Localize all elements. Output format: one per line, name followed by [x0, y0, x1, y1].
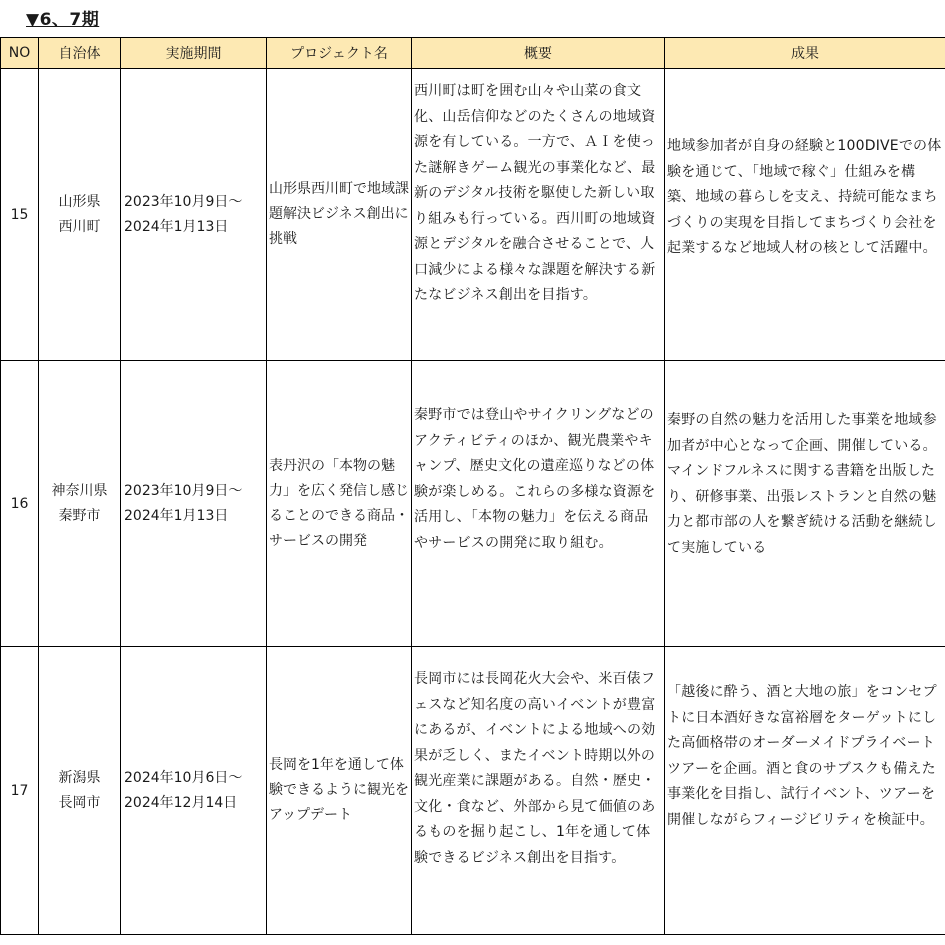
row-period [121, 647, 267, 935]
row-project: 表丹沢の「本物の魅力」を広く発信し感じることのできる商品・サービスの開発 [267, 361, 412, 647]
row-municipality [39, 69, 121, 361]
row-municipality [39, 361, 121, 647]
table-row [1, 69, 945, 361]
row-period [121, 69, 267, 361]
project-table [0, 37, 945, 935]
period-end: 2024年12月14日 [124, 794, 238, 811]
table-row [1, 647, 945, 935]
row-no: 16 [1, 361, 39, 647]
col-header-project: プロジェクト名 [267, 38, 412, 69]
row-project: 山形県西川町で地域課題解決ビジネス創出に挑戦 [267, 69, 412, 361]
period-end: 2024年1月13日 [124, 507, 229, 524]
row-result: 「越後に酔う、酒と大地の旅」をコンセプトに日本酒好きな富裕層をターゲットにした高価格帯のオーダーメイドプライベートツアーを企画。酒と食のサブスクも備えた事業化を目指し、試行イベント、ツアーを開催しながらフィージビリティを検証中。 [665, 647, 945, 935]
row-no: 15 [1, 69, 39, 361]
col-header-municipality: 自治体 [39, 38, 121, 69]
col-header-result: 成果 [665, 38, 945, 69]
col-header-no: NO [1, 38, 39, 69]
row-project: 長岡を1年を通して体験できるように観光をアップデート [267, 647, 412, 935]
col-header-summary: 概要 [412, 38, 665, 69]
section-heading: ▼6、7期 [26, 10, 100, 30]
municipality-prefecture: 神奈川県 [51, 482, 108, 499]
municipality-prefecture: 新潟県 [58, 769, 101, 786]
row-summary: 西川町は町を囲む山々や山菜の食文化、山岳信仰などのたくさんの地域資源を有している。一方で、ＡＩを使った謎解きゲーム観光の事業化など、最新のデジタル技術を駆使した新しい取り組みも行っている。西川町の地域資源とデジタルを融合させることで、人口減少による様々な課題を解決する新たなビジネス創出を目指す。 [412, 69, 665, 361]
row-municipality [39, 647, 121, 935]
municipality-city: 長岡市 [58, 794, 101, 811]
row-summary: 長岡市には長岡花火大会や、米百俵フェスなど知名度の高いイベントが豊富にあるが、イベントによる地域への効果が乏しく、またイベント時期以外の観光産業に課題がある。自然・歴史・文化・食など、外部から見て価値のあるものを掘り起こし、1年を通して体験できるビジネス創出を目指す。 [412, 647, 665, 935]
municipality-city: 西川町 [58, 218, 101, 235]
row-summary: 秦野市では登山やサイクリングなどのアクティビティのほか、観光農業やキャンプ、歴史文化の遺産巡りなどの体験が楽しめる。これらの多様な資源を活用し、「本物の魅力」を伝える商品やサービスの開発に取り組む。 [412, 361, 665, 647]
period-start: 2024年10月6日～ [124, 769, 243, 786]
table-row [1, 361, 945, 647]
row-result: 地域参加者が自身の経験と100DIVEでの体験を通じて、「地域で稼ぐ」仕組みを構築、地域の暮らしを支え、持続可能なまちづくりの実現を目指してまちづくり会社を起業するなど地域人材の核として活躍中。 [665, 69, 945, 361]
table-header-row [1, 38, 945, 69]
municipality-prefecture: 山形県 [58, 193, 101, 210]
municipality-city: 秦野市 [58, 507, 101, 524]
row-no: 17 [1, 647, 39, 935]
period-end: 2024年1月13日 [124, 218, 229, 235]
period-start: 2023年10月9日～ [124, 482, 243, 499]
row-result: 秦野の自然の魅力を活用した事業を地域参加者が中心となって企画、開催している。マインドフルネスに関する書籍を出版したり、研修事業、出張レストランと自然の魅力と都市部の人を繋ぎ続ける活動を継続して実施している [665, 361, 945, 647]
period-start: 2023年10月9日～ [124, 193, 243, 210]
col-header-period: 実施期間 [121, 38, 267, 69]
row-period [121, 361, 267, 647]
